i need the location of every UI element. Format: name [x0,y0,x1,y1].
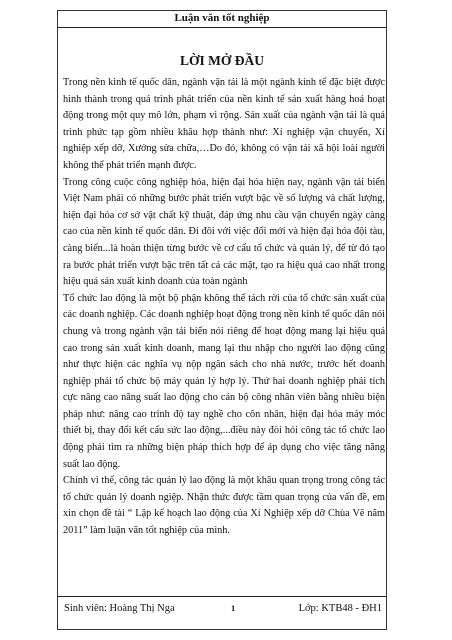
class-label: Lớp: KTB48 - ĐH1 [298,603,382,614]
header-divider [57,27,387,28]
footer-divider [57,596,387,597]
student-name: Sinh viên: Hoàng Thị Nga [64,603,175,614]
paragraph-2: Trong công cuộc công nghiệp hóa, hiện đại hóa hiện nay, ngành vận tải biển Việt Nam phải có những bước phát triển vượt bậc về số lượng và chất lượng, hiện đại hóa cơ sở vật chất kỹ thuật, đáp ứng nhu cầu vận chuyển ngày càng cao của nền kinh tế quốc dân. Đi đôi với việc đổi mới và hiện đại hóa đội tàu, càng biển...là hoàn thiện từng bước về cơ cấu tổ chức và quản lý, để từ đó tạo ra bước phát triển vượt bậc trên tất cả các mặt, tạo ra hiệu quả cao nhất trong hiệu quả sản xuất kinh doanh của toàn ngành [63,176,385,288]
running-header: Luận văn tốt nghiệp [174,12,270,24]
paragraph-3: Tổ chức lao động là một bộ phận không thể tách rời của tổ chức sản xuất của các doanh nghiệp. Các doanh nghiệp hoạt động trong nền kinh tế quốc dân nói chung và trong ngành vận tải biển nói riêng để hoạt động mang lại hiệu quả cao trong sản xuất kinh doanh, mang lại thu nhập cho người lao động cũng như thực hiện các nghĩa vụ nộp ngân sách cho nhà nước, trước hết doanh nghiệp phải tổ chức bộ máy quản lý hợp lý. Thứ hai doanh nghiệp phải tích cực nâng cao năng suất lao động cho cán bộ công nhân viên bằng nhiều biện pháp như: nâng cao trình độ tay nghề cho côn nhân, hiện đại hóa máy móc thiết bị, thay đổi kết cấu sức lao động,...điều này đòi hỏi công tác tổ chức lao động phải tìm ra những biện pháp thích hợp để áp dụng cho việc tăng năng suất lao động. [63,292,385,470]
paragraph-1: Trong nền kinh tế quốc dân, ngành vận tải là một ngành kinh tế đặc biệt được hình thành trong quá trình phát triển của nền kinh tế sản xuất hàng hoá hoạt động trong một quy mô lớn, phạm vi rộng. Sản xuất của ngành vận tải là quá trình phức tạp gồm nhiều khâu hợp thành như: Xí nghiệp vận chuyển, Xí nghiệp xếp dỡ, Xưởng sửa chữa,…Do đó, không có vận tải xã hội loài người không thể phát triển mạnh được. [63,77,385,171]
body-text [63,75,385,540]
paragraph-4: Chính vì thế, công tác quản lý lao động là một khâu quan trọng trong công tác tổ chức quản lý doanh ngiệp. Nhận thức được tầm quan trọng của vấn đề, em xin chọn đề tài “ Lập kế hoạch lao động của Xí Nghiệp xếp dỡ Chùa Vẽ năm 2011” làm luận văn tốt nghiệp của mình. [63,475,385,537]
page-title: LỜI MỞ ĐẦU [180,53,264,68]
page-number: 1 [231,603,236,613]
